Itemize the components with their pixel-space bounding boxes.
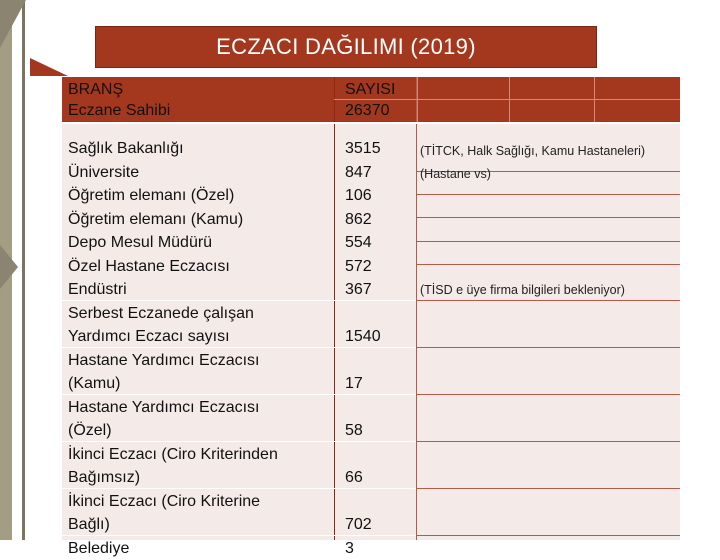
header-count-label: SAYISI [345,80,395,100]
count-value: 554 [345,231,381,255]
count-value [345,302,381,326]
count-value: 66 [345,466,381,490]
count-value: 702 [345,513,381,537]
count-value: 17 [345,372,381,396]
list-item: Depo Mesul Müdürü [68,231,278,255]
note-industry-detail: (TİSD e üye firma bilgileri bekleniyor) [420,283,625,297]
count-column [345,137,381,560]
count-value: 1540 [345,325,381,349]
list-item: Hastane Yardımcı Eczacısı [68,396,278,420]
decorative-corner-shape [0,0,26,48]
list-item: Öğretim elemanı (Özel) [68,184,278,208]
count-value [345,396,381,420]
count-value: 3515 [345,137,381,161]
list-item: Hastane Yardımcı Eczacısı [68,349,278,373]
count-value [345,443,381,467]
decorative-left-line [22,0,25,540]
branch-column [68,137,278,560]
count-value: 572 [345,255,381,279]
list-item: Serbest Eczanede çalışan [68,302,278,326]
list-item: Bağımsız) [68,466,278,490]
list-item: Bağlı) [68,513,278,537]
count-value: 58 [345,419,381,443]
count-value: 847 [345,161,381,185]
list-item: Yardımcı Eczacı sayısı [68,325,278,349]
count-value: 367 [345,278,381,302]
slide-title: ECZACI DAĞILIMI (2019) [95,26,597,68]
header-branch-label: BRANŞ [68,80,123,100]
header-owner-count: 26370 [345,101,390,121]
list-item: (Kamu) [68,372,278,396]
count-value: 3 [345,537,381,560]
count-value [345,490,381,514]
list-item: (Özel) [68,419,278,443]
list-item: Özel Hastane Eczacısı [68,255,278,279]
decorative-flag-shape [30,58,68,76]
list-item: İkinci Eczacı (Ciro Kriterine [68,490,278,514]
count-value: 106 [345,184,381,208]
list-item: Sağlık Bakanlığı [68,137,278,161]
count-value [345,349,381,373]
list-item: İkinci Eczacı (Ciro Kriterinden [68,443,278,467]
list-item: Endüstri [68,278,278,302]
decorative-arrow-shape [0,245,18,289]
note-ministry-detail: (TİTCK, Halk Sağlığı, Kamu Hastaneleri) [420,144,645,158]
list-item: Öğretim elemanı (Kamu) [68,208,278,232]
list-item: Üniversite [68,161,278,185]
note-university-detail: (Hastane vs) [420,167,491,181]
pharmacist-distribution-table [62,77,680,540]
list-item: Belediye [68,537,278,560]
header-owner-label: Eczane Sahibi [68,101,170,121]
count-value: 862 [345,208,381,232]
